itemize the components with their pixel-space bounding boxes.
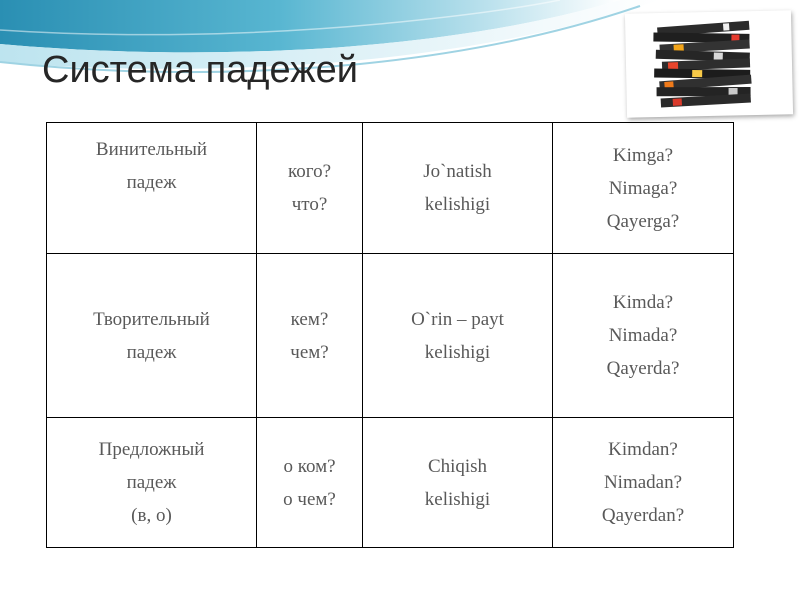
case-name-uz-cell [363, 123, 553, 254]
case-name-ru-cell [47, 123, 257, 254]
case-name-ru: Предложный падеж (в, о) [98, 439, 205, 526]
case-questions-uz-cell [553, 254, 734, 418]
case-questions-uz-cell [553, 123, 734, 254]
case-name-uz: Chiqish kelishigi [424, 455, 491, 510]
case-name-ru-cell [47, 418, 257, 548]
case-name-uz-cell [363, 418, 553, 548]
case-questions-uz-cell [553, 418, 734, 548]
case-questions-uz: Kimda? Nimada? Qayerda? [606, 292, 680, 379]
case-questions-ru-cell [257, 418, 363, 548]
table-row [47, 254, 734, 418]
books-image-frame [625, 10, 793, 117]
case-questions-ru: кого? что? [287, 161, 332, 215]
stack-of-books-icon [625, 10, 793, 117]
case-name-uz: Jo`natish kelishigi [423, 161, 492, 215]
case-name-uz: O`rin – payt kelishigi [411, 308, 504, 363]
case-questions-ru-cell [257, 123, 363, 254]
slide-title: Система падежей [42, 49, 358, 91]
case-questions-ru: о ком? о чем? [283, 455, 336, 510]
case-name-ru-cell [47, 254, 257, 418]
case-name-uz-cell [363, 254, 553, 418]
case-questions-uz: Kimdan? Nimadan? Qayerdan? [601, 439, 685, 526]
table-row [47, 418, 734, 548]
cases-table [46, 122, 734, 548]
case-questions-ru-cell [257, 254, 363, 418]
case-name-ru: Винительный падеж [95, 139, 208, 193]
case-questions-ru: кем? чем? [290, 308, 329, 363]
case-name-ru: Творительный падеж [93, 308, 210, 363]
table-row [47, 123, 734, 254]
case-questions-uz: Kimga? Nimaga? Qayerga? [606, 144, 680, 232]
